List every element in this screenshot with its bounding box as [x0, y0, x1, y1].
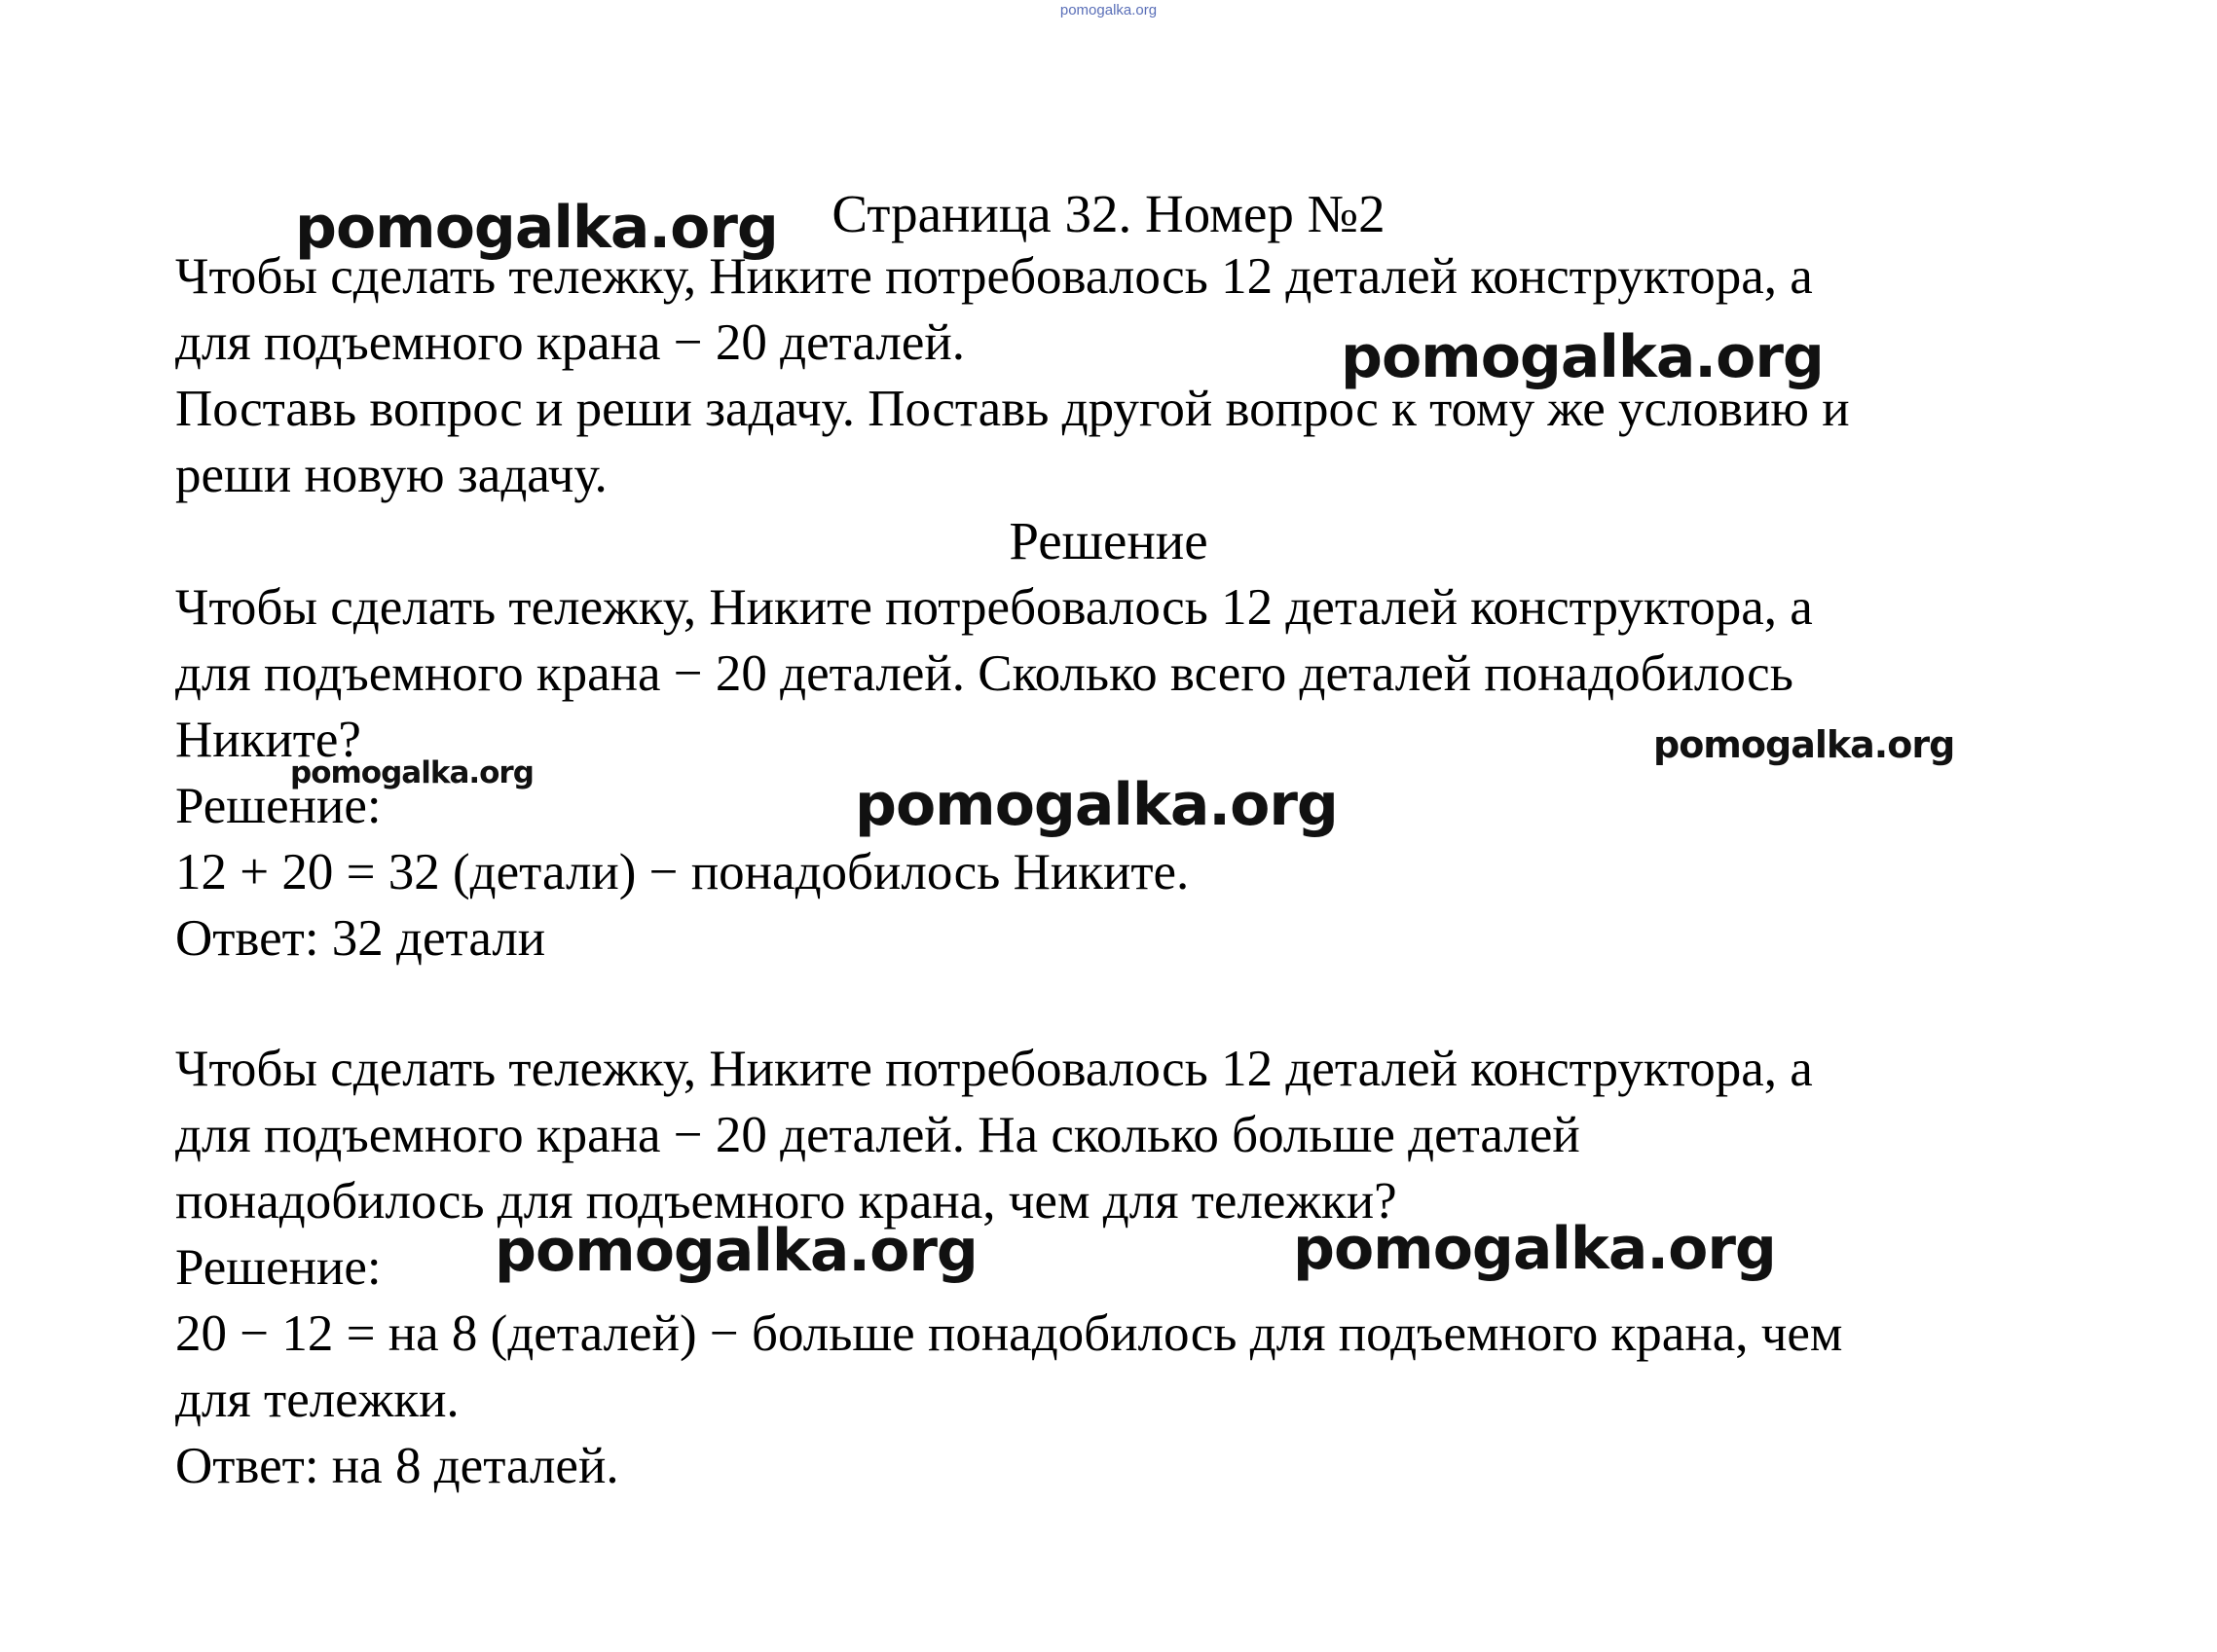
watermark: pomogalka.org	[1293, 1215, 1776, 1283]
problem-1-question-line: для подъемного крана − 20 деталей. Сколько всего деталей понадобилось	[175, 645, 1793, 702]
page-title: Страница 32. Номер №2	[831, 184, 1386, 243]
problem-2	[175, 1036, 2142, 1499]
watermark: pomogalka.org	[1341, 323, 1824, 391]
problem-2-question-line: понадобилось для подъемного крана, чем для тележки?	[175, 1173, 1397, 1230]
problem-2-question-line: Чтобы сделать тележку, Никите потребовалось 12 деталей конструктора, а	[175, 1041, 1813, 1097]
watermark: pomogalka.org	[1653, 723, 1955, 766]
task-line: реши новую задачу.	[175, 447, 608, 503]
watermark: pomogalka.org	[290, 755, 534, 790]
watermark: pomogalka.org	[855, 771, 1338, 839]
watermark: pomogalka.org	[495, 1217, 978, 1285]
task-line: Чтобы сделать тележку, Никите потребовалось 12 деталей конструктора, а	[175, 248, 1813, 305]
problem-1-equation: 12 + 20 = 32 (детали) − понадобилось Никите.	[175, 844, 1190, 900]
problem-2-answer: Ответ: на 8 деталей.	[175, 1438, 619, 1494]
site-mark-top: pomogalka.org	[1059, 2, 1158, 18]
problem-1-solution-label: Решение:	[175, 778, 382, 834]
problem-1-answer: Ответ: 32 детали	[175, 910, 546, 967]
problem-2-solution-label: Решение:	[175, 1239, 382, 1296]
task-statement	[175, 243, 2142, 508]
problem-2-question-line: для подъемного крана − 20 деталей. На сколько больше деталей	[175, 1107, 1580, 1163]
problem-1-question-line: Никите?	[175, 712, 361, 768]
task-line: для подъемного крана − 20 деталей.	[175, 314, 966, 371]
problem-1-question-line: Чтобы сделать тележку, Никите потребовалось 12 деталей конструктора, а	[175, 579, 1813, 636]
solution-heading: Решение	[1009, 511, 1208, 570]
problem-2-equation-line: 20 − 12 = на 8 (деталей) − больше понадобилось для подъемного крана, чем	[175, 1305, 1843, 1362]
task-line: Поставь вопрос и реши задачу. Поставь другой вопрос к тому же условию и	[175, 381, 1850, 437]
problem-2-equation-line: для тележки.	[175, 1372, 460, 1428]
watermark: pomogalka.org	[295, 194, 778, 262]
